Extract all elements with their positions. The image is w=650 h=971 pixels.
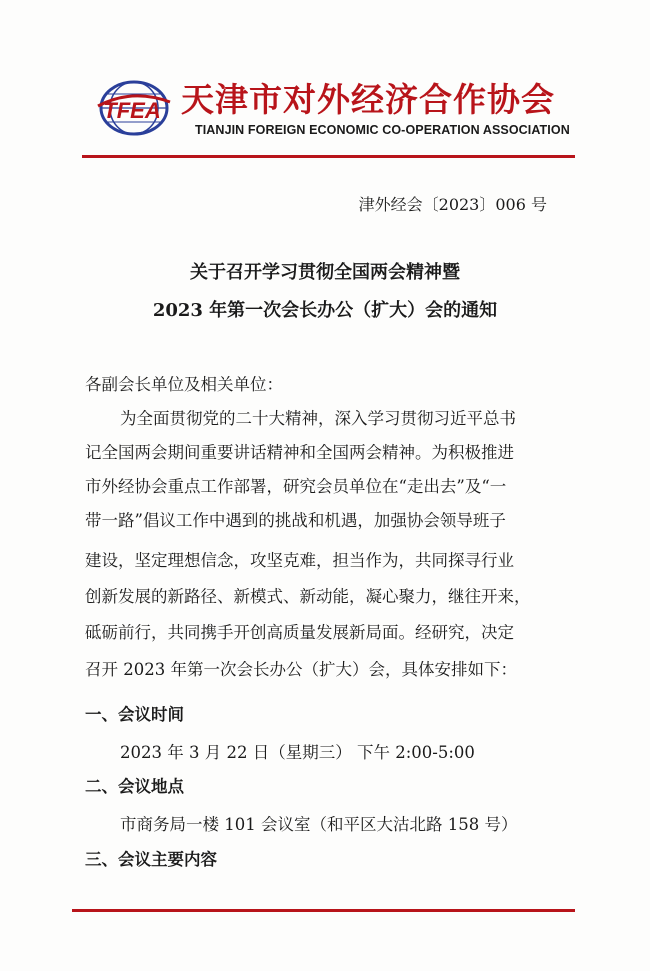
- organization-name-english: TIANJIN FOREIGN ECONOMIC CO-OPERATION ASSOCIATION: [195, 123, 570, 137]
- document-number: 津外经会〔2023〕006 号: [358, 195, 547, 214]
- body-line: 召开 2023 年第一次会长办公（扩大）会，具体安排如下：: [85, 660, 517, 679]
- section-heading-time: 一、会议时间: [85, 705, 184, 724]
- tfea-logo: [92, 78, 172, 138]
- body-line: 建设，坚定理想信念，攻坚克难，担当作为，共同探寻行业: [85, 551, 514, 570]
- body-line: 砥砺前行，共同携手开创高质量发展新局面。经研究，决定: [85, 623, 514, 642]
- section-heading-location: 二、会议地点: [85, 777, 184, 796]
- header-divider: [82, 155, 575, 158]
- body-line: 带一路”倡议工作中遇到的挑战和机遇，加强协会领导班子: [85, 511, 506, 530]
- footer-divider: [72, 909, 575, 912]
- document-title-line-2: 2023 年第一次会长办公（扩大）会的通知: [152, 300, 498, 321]
- section-heading-content: 三、会议主要内容: [85, 850, 217, 869]
- body-line: 创新发展的新路径、新模式、新动能，凝心聚力，继往开来，: [85, 587, 531, 606]
- meeting-time: 2023 年 3 月 22 日（星期三） 下午 2:00-5:00: [120, 743, 475, 762]
- body-line: 市外经协会重点工作部署，研究会员单位在“走出去”及“一: [85, 477, 507, 496]
- document-title-line-1: 关于召开学习贯彻全国两会精神暨: [190, 262, 460, 283]
- salutation: 各副会长单位及相关单位：: [85, 375, 283, 394]
- organization-name-chinese: 天津市对外经济合作协会: [181, 80, 555, 119]
- body-line: 为全面贯彻党的二十大精神，深入学习贯彻习近平总书: [120, 409, 516, 428]
- logo-text: TFEA: [103, 98, 161, 123]
- meeting-location: 市商务局一楼 101 会议室（和平区大沽北路 158 号）: [120, 815, 518, 834]
- body-line: 记全国两会期间重要讲话精神和全国两会精神。为积极推进: [85, 443, 514, 462]
